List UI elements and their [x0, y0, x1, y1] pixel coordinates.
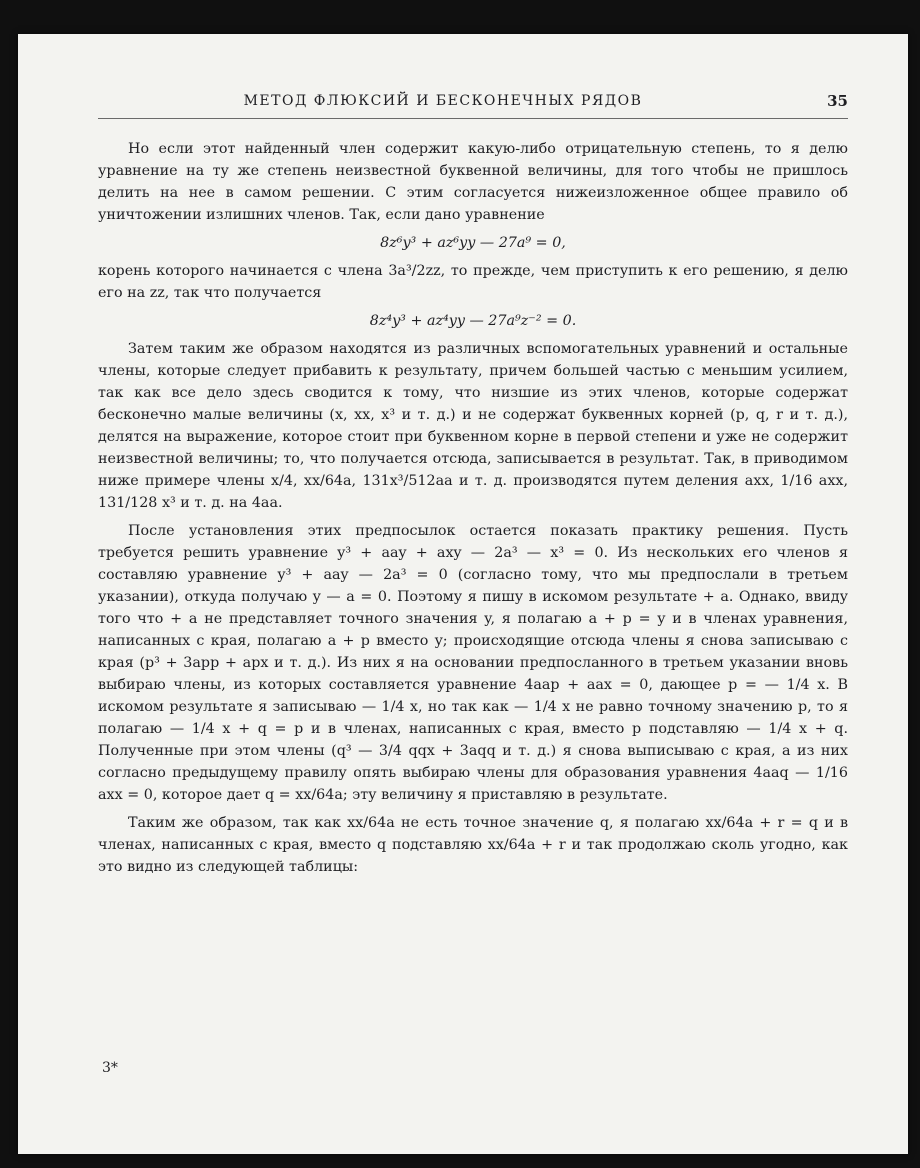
header-title: МЕТОД ФЛЮКСИЙ И БЕСКОНЕЧНЫХ РЯДОВ: [243, 93, 643, 109]
paragraph: После установления этих предпосылок остается показать практику решения. Пусть требуется решить уравнение y³ + aay + axy — 2a³ — x³ = 0. Из нескольких его членов я составляю уравнение y³ + aay — 2a³ = 0 (согласно тому, что мы предпослали в третьем указании), откуда получаю y — a = 0. Поэтому я пишу в искомом результате + a. Однако, ввиду того что + a не представляет точного значения y, я полагаю a + p = y и в членах уравнения, написанных с края, полагаю a + p вместо y; происходящие отсюда члены я снова записываю с края (p³ + 3app + apx и т. д.). Из них я на основании предпосланного в третьем указании вновь выбираю члены, из которых составляется уравнение 4aap + aax = 0, дающее p = — 1/4 x. В искомом результате я записываю — 1/4 x, но так как — 1/4 x не равно точному значению p, то я полагаю — 1/4 x + q = p и в членах, написанных с края, вместо p подставляю — 1/4 x + q. Полученные при этом члены (q³ — 3/4 qqx + 3aqq и т. д.) я снова выписываю с края, а из них согласно предыдущему правилу опять выбираю члены для образования уравнения 4aaq — 1/16 axx = 0, которое дает q = xx/64a; эту величину я приставляю в результате.: [98, 523, 848, 803]
paragraph: Затем таким же образом находятся из различных вспомогательных уравнений и остальные члены, которые следует прибавить к результату, причем большей частью с меньшим усилием, так как все дело здесь сводится к тому, что низшие из этих членов, которые содержат бесконечно малые величины (x, xx, x³ и т. д.) и не содержат буквенных корней (p, q, r и т. д.), делятся на выражение, которое стоит при буквенном корне в первой степени и уже не содержит неизвестной величины; то, что получается отсюда, записывается в результат. Так, в приводимом ниже примере члены x/4, xx/64a, 131x³/512aa и т. д. производятся путем деления axx, 1/16 axx, 131/128 x³ и т. д. на 4aa.: [98, 341, 848, 511]
display-equation: 8z⁴y³ + az⁴yy — 27a⁹z⁻² = 0.: [369, 313, 577, 329]
paragraph: корень которого начинается с члена 3a³/2zz, то прежде, чем приступить к его решению, я делю его на zz, так что получается: [98, 263, 848, 301]
paragraph: Таким же образом, так как xx/64a не есть точное значение q, я полагаю xx/64a + r = q и в членах, написанных с края, вместо q подставляю xx/64a + r и так продолжаю сколь угодно, как это видно из следующей таблицы:: [98, 815, 848, 875]
page-number: 35: [827, 92, 848, 110]
running-header: [98, 90, 848, 119]
display-equation: 8z⁶y³ + az⁶yy — 27a⁹ = 0,: [380, 235, 566, 251]
text-body: [98, 138, 848, 878]
book-page: [18, 34, 908, 1154]
paragraph: Но если этот найденный член содержит какую-либо отрицательную степень, то я делю уравнение на ту же степень неизвестной буквенной величины, для того чтобы не пришлось делить на нее в самом решении. С этим согласуется нижеизложенное общее правило об уничтожении излишних членов. Так, если дано уравнение: [98, 141, 848, 223]
signature-mark: 3*: [102, 1060, 118, 1076]
